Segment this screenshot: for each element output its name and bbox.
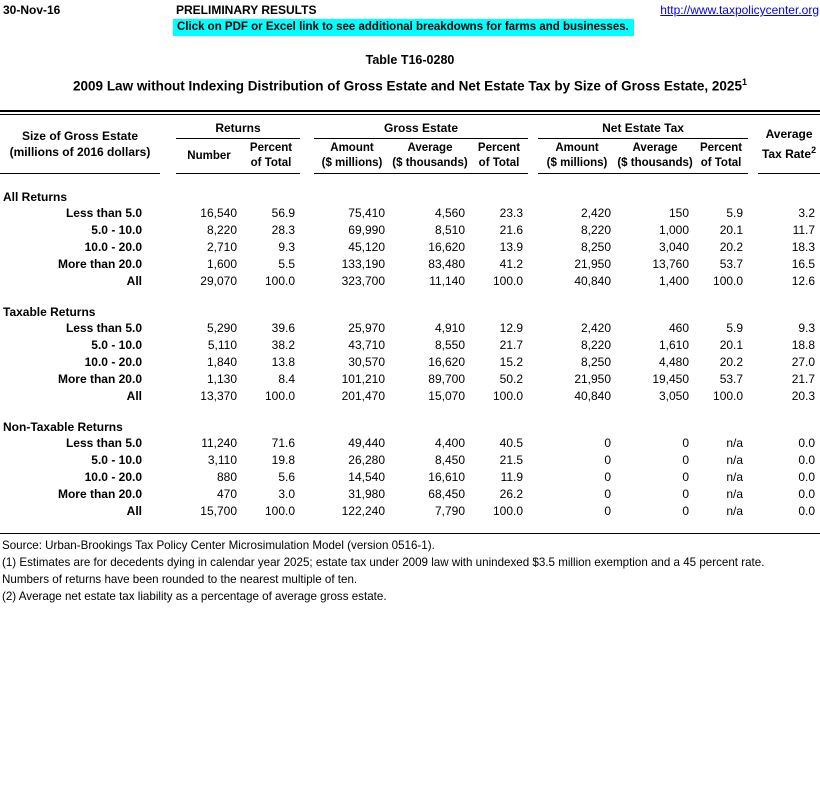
table-row <box>0 353 820 370</box>
value-cell: 0 <box>682 503 690 518</box>
net-amount-header <box>538 139 616 174</box>
column-gap <box>748 370 758 387</box>
net-estate-tax-group-header: Net Estate Tax <box>538 115 748 139</box>
value-cell: 100.0 <box>264 388 295 403</box>
value-cell: 21,950 <box>574 371 612 386</box>
returns-group-header: Returns <box>176 115 300 139</box>
column-gap <box>160 485 176 502</box>
section-header-label: Non-Taxable Returns <box>3 420 123 434</box>
column-gap <box>160 502 176 519</box>
value-cell: 20.1 <box>719 337 744 352</box>
value-cell: 101,210 <box>341 371 385 386</box>
value-cell: 89,700 <box>428 371 465 386</box>
value-cell: 53.7 <box>719 371 744 386</box>
value-cell: 20.2 <box>719 239 744 254</box>
value-cell: 8.4 <box>278 371 295 386</box>
value-cell: 4,400 <box>434 435 465 450</box>
column-gap <box>528 238 538 255</box>
table-row <box>0 434 820 451</box>
value-cell: 15,070 <box>428 388 465 403</box>
value-cell: 0 <box>682 435 690 450</box>
value-cell: 4,910 <box>434 320 465 335</box>
value-cell: 100.0 <box>713 388 744 403</box>
column-gap <box>528 204 538 221</box>
column-gap <box>528 255 538 272</box>
value-cell: 0.0 <box>798 452 816 467</box>
column-gap <box>748 238 758 255</box>
value-cell: 8,220 <box>581 222 612 237</box>
column-gap <box>748 272 758 289</box>
column-gap <box>160 468 176 485</box>
value-cell: 45,120 <box>348 239 385 254</box>
column-gap <box>160 319 176 336</box>
column-gap <box>528 336 538 353</box>
value-cell: 27.0 <box>791 354 816 369</box>
table-row <box>0 502 820 519</box>
value-cell: 0.0 <box>798 503 816 518</box>
value-cell: 1,000 <box>659 222 690 237</box>
value-cell: 56.9 <box>271 205 295 220</box>
value-cell: 3,040 <box>659 239 690 254</box>
column-gap <box>300 272 314 289</box>
table-row <box>0 451 820 468</box>
table-number-title: Table T16-0280 <box>365 53 455 67</box>
value-cell: 0 <box>604 469 612 484</box>
value-cell: 100.0 <box>264 503 295 518</box>
value-cell: 14,540 <box>348 469 385 484</box>
column-gap <box>160 434 176 451</box>
value-cell: 1,600 <box>206 256 237 271</box>
gross-amt-line1: Amount <box>330 142 374 154</box>
value-cell: 100.0 <box>493 503 524 518</box>
value-cell: 5,290 <box>206 320 237 335</box>
table-row <box>0 238 820 255</box>
row-label: Less than 5.0 <box>65 320 142 335</box>
value-cell: n/a <box>726 503 744 518</box>
value-cell: 83,480 <box>428 256 465 271</box>
row-label: Less than 5.0 <box>65 205 142 220</box>
value-cell: n/a <box>726 452 744 467</box>
value-cell: 5.9 <box>726 205 744 220</box>
column-gap <box>528 485 538 502</box>
value-cell: 3.0 <box>278 486 295 501</box>
footnote-1-continued: Numbers of returns have been rounded to the nearest multiple of ten. <box>2 573 358 586</box>
value-cell: 21,950 <box>574 256 612 271</box>
value-cell: 40,840 <box>574 388 612 403</box>
value-cell: 0 <box>604 452 612 467</box>
value-cell: 0 <box>682 469 690 484</box>
returns-number-header <box>176 139 242 174</box>
column-gap <box>748 468 758 485</box>
size-header-line2: (millions of 2016 dollars) <box>9 145 151 159</box>
column-gap <box>160 370 176 387</box>
row-label: More than 20.0 <box>57 371 142 386</box>
value-cell: 3,110 <box>207 452 237 467</box>
column-gap <box>300 255 314 272</box>
value-cell: 21.5 <box>499 452 524 467</box>
value-cell: 13.9 <box>499 239 524 254</box>
net-amt-line1: Amount <box>555 142 599 154</box>
net-pct-line2: of Total <box>700 157 742 169</box>
value-cell: 0 <box>682 452 690 467</box>
value-cell: 460 <box>669 320 690 335</box>
value-cell: 13,370 <box>200 388 237 403</box>
table-row <box>0 336 820 353</box>
column-gap <box>748 485 758 502</box>
value-cell: 16,610 <box>428 469 465 484</box>
value-cell: 201,470 <box>341 388 385 403</box>
section-header-label: Taxable Returns <box>3 305 96 319</box>
row-label: More than 20.0 <box>57 486 142 501</box>
row-label: Less than 5.0 <box>65 435 142 450</box>
value-cell: 0 <box>604 486 612 501</box>
column-gap <box>528 221 538 238</box>
column-gap <box>300 451 314 468</box>
value-cell: 1,840 <box>206 354 237 369</box>
column-gap <box>300 204 314 221</box>
value-cell: 23.3 <box>499 205 524 220</box>
table-row <box>0 255 820 272</box>
table-header <box>0 115 820 174</box>
value-cell: 15.2 <box>499 354 524 369</box>
row-label: 5.0 - 10.0 <box>91 222 142 237</box>
value-cell: 19,450 <box>652 371 690 386</box>
gross-average-header <box>390 139 470 174</box>
value-cell: 31,980 <box>348 486 385 501</box>
column-gap <box>528 434 538 451</box>
value-cell: 11,140 <box>429 273 465 288</box>
table-row <box>0 204 820 221</box>
value-cell: n/a <box>726 435 744 450</box>
value-cell: 9.3 <box>798 320 816 335</box>
section-header-row <box>0 289 820 319</box>
column-gap <box>528 319 538 336</box>
column-gap <box>300 387 314 404</box>
column-gap <box>160 336 176 353</box>
main-title <box>0 77 820 94</box>
value-cell: 20.3 <box>791 388 816 403</box>
column-gap <box>748 115 758 174</box>
value-cell: 25,970 <box>348 320 385 335</box>
value-cell: 11.9 <box>500 469 524 484</box>
column-gap <box>528 468 538 485</box>
value-cell: 21.6 <box>499 222 524 237</box>
value-cell: 68,450 <box>428 486 465 501</box>
value-cell: 0 <box>604 503 612 518</box>
estate-tax-table <box>0 115 820 519</box>
value-cell: 8,220 <box>581 337 612 352</box>
value-cell: 71.6 <box>271 435 295 450</box>
row-label: 10.0 - 20.0 <box>84 469 142 484</box>
column-gap <box>300 468 314 485</box>
column-gap <box>160 238 176 255</box>
column-gap <box>160 451 176 468</box>
section-header-row <box>0 174 820 205</box>
column-gap <box>528 353 538 370</box>
value-cell: 3.2 <box>798 205 816 220</box>
value-cell: 19.8 <box>271 452 295 467</box>
table-bottom-rule <box>0 533 820 534</box>
value-cell: 30,570 <box>348 354 385 369</box>
value-cell: 28.3 <box>271 222 295 237</box>
value-cell: 26,280 <box>348 452 385 467</box>
column-gap <box>748 387 758 404</box>
row-label: More than 20.0 <box>57 256 142 271</box>
value-cell: 2,420 <box>581 320 612 335</box>
value-cell: 0.0 <box>798 486 816 501</box>
main-title-text: 2009 Law without Indexing Distribution of Gross Estate and Net Estate Tax by Size of Gross Estate, 2025 <box>73 78 742 94</box>
column-gap <box>160 272 176 289</box>
value-cell: 15,700 <box>200 503 237 518</box>
table-row <box>0 485 820 502</box>
column-gap <box>160 221 176 238</box>
report-date: 30-Nov-16 <box>3 3 61 17</box>
column-gap <box>748 319 758 336</box>
value-cell: n/a <box>726 486 744 501</box>
column-gap <box>300 221 314 238</box>
row-label: All <box>126 388 142 403</box>
net-avg-line1: Average <box>632 142 678 154</box>
value-cell: 41.2 <box>499 256 524 271</box>
value-cell: 4,480 <box>659 354 690 369</box>
table-body <box>0 174 820 520</box>
value-cell: 40.5 <box>499 435 524 450</box>
value-cell: 0 <box>604 435 612 450</box>
value-cell: 133,190 <box>341 256 385 271</box>
column-gap <box>748 502 758 519</box>
value-cell: 21.7 <box>499 337 524 352</box>
value-cell: 7,790 <box>434 503 465 518</box>
value-cell: 323,700 <box>341 273 385 288</box>
value-cell: 880 <box>216 469 237 484</box>
column-gap <box>528 502 538 519</box>
column-gap <box>300 336 314 353</box>
column-gap <box>160 353 176 370</box>
value-cell: 2,420 <box>581 205 612 220</box>
value-cell: 0.0 <box>798 435 816 450</box>
gross-pct-line1: Percent <box>477 142 521 154</box>
returns-percent-header <box>242 139 300 174</box>
section-header-label: All Returns <box>3 190 68 204</box>
value-cell: 9.3 <box>278 239 295 254</box>
column-gap <box>748 255 758 272</box>
column-gap <box>160 204 176 221</box>
average-tax-rate-header <box>758 115 820 174</box>
section-header-row <box>0 404 820 434</box>
column-gap <box>748 434 758 451</box>
value-cell: 3,050 <box>659 388 690 403</box>
value-cell: 12.9 <box>499 320 524 335</box>
size-header-line1: Size of Gross Estate <box>21 129 139 143</box>
value-cell: 8,250 <box>581 354 612 369</box>
value-cell: 5,110 <box>207 337 237 352</box>
value-cell: 43,710 <box>348 337 385 352</box>
table-row <box>0 221 820 238</box>
value-cell: 5.6 <box>278 469 295 484</box>
gross-amount-header <box>314 139 390 174</box>
row-label: All <box>126 503 142 518</box>
value-cell: 69,990 <box>348 222 385 237</box>
value-cell: 8,510 <box>434 222 465 237</box>
value-cell: 16,620 <box>428 354 465 369</box>
document-header <box>0 0 820 110</box>
value-cell: 4,560 <box>434 205 465 220</box>
value-cell: 12.6 <box>791 273 816 288</box>
column-gap <box>748 221 758 238</box>
column-gap <box>748 204 758 221</box>
value-cell: 11.7 <box>792 222 816 237</box>
value-cell: 100.0 <box>493 388 524 403</box>
net-average-header <box>616 139 694 174</box>
value-cell: 21.7 <box>791 371 816 386</box>
row-label: 5.0 - 10.0 <box>91 337 142 352</box>
size-column-header <box>0 115 160 174</box>
column-gap <box>748 336 758 353</box>
value-cell: 20.1 <box>719 222 744 237</box>
value-cell: 8,220 <box>206 222 237 237</box>
value-cell: 100.0 <box>493 273 524 288</box>
value-cell: 50.2 <box>499 371 524 386</box>
value-cell: 38.2 <box>271 337 295 352</box>
column-gap <box>300 485 314 502</box>
column-gap <box>748 451 758 468</box>
number-header-text: Number <box>187 149 231 162</box>
value-cell: 5.5 <box>278 256 295 271</box>
net-amt-line2: ($ millions) <box>546 157 608 169</box>
returns-pct-line2: of Total <box>250 157 292 169</box>
gross-pct-line2: of Total <box>478 157 520 169</box>
value-cell: 75,410 <box>348 205 385 220</box>
gross-avg-line1: Average <box>407 142 453 154</box>
table-row <box>0 468 820 485</box>
column-gap <box>160 255 176 272</box>
row-label: 5.0 - 10.0 <box>91 452 142 467</box>
column-gap <box>300 353 314 370</box>
value-cell: 16,620 <box>428 239 465 254</box>
value-cell: 0.0 <box>798 469 816 484</box>
column-gap <box>528 387 538 404</box>
column-gap <box>300 434 314 451</box>
column-gap <box>300 370 314 387</box>
column-gap <box>160 115 176 174</box>
gross-percent-header <box>470 139 528 174</box>
value-cell: 16.5 <box>791 256 816 271</box>
value-cell: 100.0 <box>264 273 295 288</box>
value-cell: 29,070 <box>200 273 237 288</box>
value-cell: 49,440 <box>348 435 385 450</box>
table-row <box>0 387 820 404</box>
column-gap <box>300 502 314 519</box>
avg-tax-rate-line2: Tax Rate <box>761 147 812 161</box>
row-label: 10.0 - 20.0 <box>84 239 142 254</box>
table-row <box>0 272 820 289</box>
value-cell: 1,130 <box>206 371 237 386</box>
preliminary-results-label: PRELIMINARY RESULTS <box>176 3 317 17</box>
table-row <box>0 319 820 336</box>
value-cell: 13.8 <box>271 354 295 369</box>
returns-pct-line1: Percent <box>249 142 293 154</box>
value-cell: 16,540 <box>200 205 237 220</box>
avg-tax-rate-line1: Average <box>765 127 813 141</box>
gross-avg-line2: ($ thousands) <box>392 157 468 169</box>
column-gap <box>300 115 314 174</box>
table-row <box>0 370 820 387</box>
footnote-1: (1) Estimates are for decedents dying in calendar year 2025; estate tax under 2009 law with unindexed $3.5 million exemption and a 45 percent rate. <box>2 556 765 569</box>
net-pct-line1: Percent <box>699 142 743 154</box>
value-cell: 18.3 <box>791 239 816 254</box>
column-gap <box>528 115 538 174</box>
value-cell: 18.8 <box>791 337 816 352</box>
value-cell: 150 <box>669 205 690 220</box>
value-cell: 13,760 <box>652 256 690 271</box>
value-cell: 20.2 <box>719 354 744 369</box>
column-gap <box>528 370 538 387</box>
value-cell: 0 <box>682 486 690 501</box>
value-cell: 26.2 <box>499 486 524 501</box>
footnotes <box>0 537 820 605</box>
value-cell: 53.7 <box>719 256 744 271</box>
column-gap <box>528 451 538 468</box>
gross-estate-group-header: Gross Estate <box>314 115 528 139</box>
net-avg-line2: ($ thousands) <box>617 157 693 169</box>
value-cell: 39.6 <box>271 320 295 335</box>
value-cell: 2,710 <box>206 239 237 254</box>
row-label: All <box>126 273 142 288</box>
source-note: Source: Urban-Brookings Tax Policy Center Microsimulation Model (version 0516-1). <box>2 539 435 552</box>
value-cell: n/a <box>726 469 744 484</box>
net-percent-header <box>694 139 748 174</box>
value-cell: 122,240 <box>341 503 385 518</box>
value-cell: 470 <box>216 486 237 501</box>
value-cell: 11,240 <box>201 435 237 450</box>
value-cell: 40,840 <box>574 273 612 288</box>
column-gap <box>300 319 314 336</box>
column-gap <box>528 272 538 289</box>
row-label: 10.0 - 20.0 <box>84 354 142 369</box>
column-gap <box>300 238 314 255</box>
value-cell: 1,610 <box>659 337 690 352</box>
value-cell: 8,250 <box>581 239 612 254</box>
highlighted-note: Click on PDF or Excel link to see additional breakdowns for farms and businesses. <box>173 19 634 36</box>
gross-amt-line2: ($ millions) <box>321 157 383 169</box>
value-cell: 8,450 <box>434 452 465 467</box>
value-cell: 5.9 <box>726 320 744 335</box>
value-cell: 1,400 <box>659 273 690 288</box>
main-title-footnote-marker: 1 <box>741 77 747 87</box>
value-cell: 8,550 <box>434 337 465 352</box>
taxpolicycenter-link[interactable]: http://www.taxpolicycenter.org <box>660 3 819 17</box>
column-gap <box>160 387 176 404</box>
avg-tax-rate-footnote-marker: 2 <box>811 145 817 155</box>
column-gap <box>748 353 758 370</box>
footnote-2: (2) Average net estate tax liability as a percentage of average gross estate. <box>2 590 387 603</box>
value-cell: 100.0 <box>713 273 744 288</box>
